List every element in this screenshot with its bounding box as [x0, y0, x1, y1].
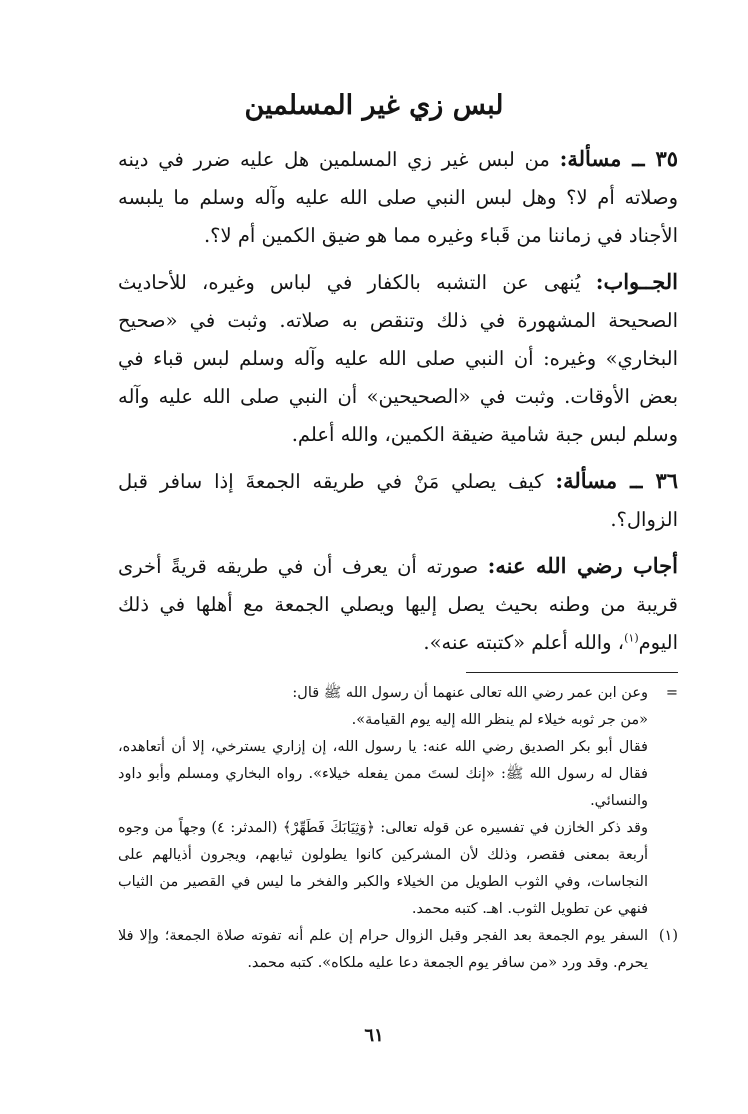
question-36-text: كيف يصلي مَنْ في طريقه الجمعةَ إذا سافر قبل الزوال؟.: [118, 470, 678, 531]
answer-36-label: أجاب رضي الله عنه:: [487, 553, 678, 578]
footnote-1-marker: (١): [658, 928, 678, 944]
footnote-line: وعن ابن عمر رضي الله تعالى عنهما أن رسول الله ﷺ قال:: [292, 685, 648, 701]
answer-35: [118, 263, 678, 454]
footnote-reference: (١): [624, 631, 639, 645]
footnote-line: وقد ذكر الخازن في تفسيره عن قوله تعالى: ﴿وَثِيَابَكَ فَطَهِّرْ﴾ (المدثر: ٤) وجهاً من وجوه أربعة بمعنى فقصر، وذلك لأن المشركين كانوا يطولون ثيابهم، ويجرون أذيالهم على النجاسات، وفي الثوب الطويل من الخيلاء والكبر والفخر ما ليس في القصير من الثياب فنهي عن تطويل الثوب. اهـ. كتبه محمد.: [118, 820, 648, 917]
footnote-divider: [466, 672, 678, 673]
footnote-continuation-marker: =: [665, 685, 678, 701]
footnote-line: «من جر ثوبه خيلاء لم ينظر الله إليه يوم القيامة».: [351, 712, 648, 728]
page-number: ٦١: [364, 1025, 384, 1046]
answer-35-label: الجــواب:: [595, 269, 678, 294]
question-35-label: ٣٥ ــ مسألة:: [559, 146, 679, 171]
footnote-1-text: السفر يوم الجمعة بعد الفجر وقبل الزوال حرام إن علم أنه تفوته صلاة الجمعة؛ وإلا فلا يحرم. وقد ورد «من سافر يوم الجمعة دعا عليه ملكاه». كتبه محمد.: [118, 928, 648, 971]
footnote-continued: [118, 680, 678, 923]
question-36: [118, 462, 678, 539]
answer-36-closing: ، والله أعلم «كتبته عنه».: [423, 631, 625, 654]
answer-36: [118, 547, 678, 662]
answer-36-text: صورته أن يعرف أن في طريقه قريةً أخرى قريبة من وطنه بحيث يصل إليها ويصلي الجمعة مع أهلها في ذلك اليوم: [118, 555, 678, 654]
question-35-text: من لبس غير زي المسلمين هل عليه ضرر في دينه وصلاته أم لا؟ وهل لبس النبي صلى الله عليه وآله وسلم ما يلبسه الأجناد في زماننا من قَباء وغيره مما هو ضيق الكمين أم لا؟.: [118, 148, 678, 247]
question-36-label: ٣٦ ــ مسألة:: [555, 468, 679, 493]
main-text: [118, 140, 678, 670]
footnote-1: [118, 923, 678, 977]
footnotes: [118, 680, 678, 977]
footnote-continued-text: [118, 680, 648, 923]
question-35: [118, 140, 678, 255]
footnote-line: فقال أبو بكر الصديق رضي الله عنه: يا رسول الله، إن إزاري يسترخي، إلا أن أتعاهده، فقال له رسول الله ﷺ: «إنك لستَ ممن يفعله خيلاء». رواه البخاري ومسلم وأبو داود والنسائي.: [118, 739, 648, 809]
section-title: لبس زي غير المسلمين: [244, 90, 504, 121]
answer-35-text: يُنهى عن التشبه بالكفار في لباس وغيره، للأحاديث الصحيحة المشهورة في ذلك وتنقص به صلاته. وثبت في «صحيح البخاري» وغيره: أن النبي صلى الله عليه وآله وسلم لبس قباء في بعض الأوقات. وثبت في «الصحيحين» أن النبي صلى الله عليه وآله وسلم لبس جبة شامية ضيقة الكمين، والله أعلم.: [118, 271, 678, 446]
